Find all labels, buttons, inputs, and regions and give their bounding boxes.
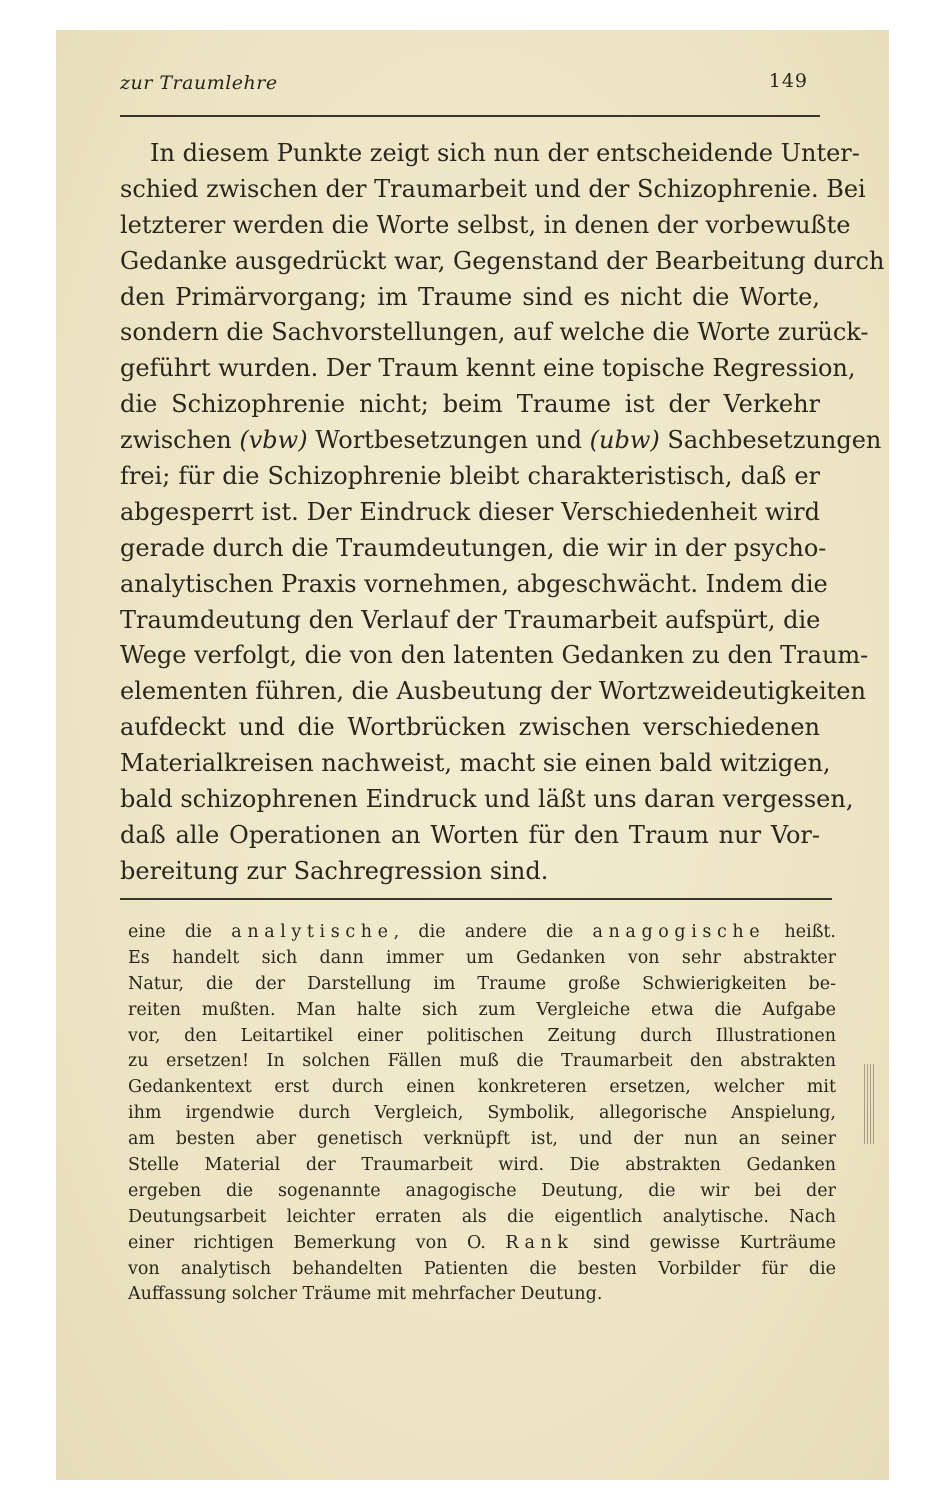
- footnote-line-spaced-name: [128, 1231, 836, 1257]
- spaced-term-anagogische: anagogische: [592, 922, 766, 942]
- footnote-line: Es handelt sich dann immer um Gedanken von sehr abstrakter: [128, 947, 836, 968]
- text-line: geführt wurden. Der Traum kennt eine topische Regression,: [120, 354, 856, 383]
- footnote-line: am besten aber genetisch verknüpft ist, und der nun an seiner: [128, 1129, 836, 1150]
- text-line: frei; für die Schizophrenie bleibt charakteristisch, daß er: [120, 462, 820, 491]
- text-line-italic-terms: [120, 423, 882, 459]
- running-title: zur Traumlehre: [120, 72, 278, 94]
- footnote-rule: [120, 898, 832, 900]
- running-header: [120, 70, 816, 98]
- footnote-line: von analytisch behandelten Patienten die besten Vorbilder für die: [128, 1258, 836, 1279]
- text-line: In diesem Punkte zeigt sich nun der entscheidende Unter-: [150, 139, 860, 167]
- text-line: abgesperrt ist. Der Eindruck dieser Verschiedenheit wird: [120, 497, 820, 526]
- text-line: bereitung zur Sachregression sind.: [120, 856, 549, 885]
- footnote-line: ihm irgendwie durch Vergleich, Symbolik, allegorische Anspielung,: [128, 1103, 836, 1124]
- main-text: [120, 136, 885, 890]
- italic-term-ubw: (ubw): [589, 426, 660, 455]
- text-fragment: heißt.: [765, 922, 836, 942]
- footnote: [128, 920, 836, 1308]
- spaced-term-analytische: analytische: [231, 922, 394, 942]
- text-line: Traumdeutung den Verlauf der Traumarbeit aufspürt, die: [120, 605, 821, 634]
- text-line: den Primärvorgang; im Traume sind es nicht die Worte,: [120, 282, 820, 311]
- text-line: Materialkreisen nachweist, macht sie einen bald witzigen,: [120, 749, 831, 778]
- text-fragment: einer richtigen Bemerkung von O.: [128, 1232, 506, 1253]
- text-line: daß alle Operationen an Worten für den Traum nur Vor-: [120, 820, 820, 849]
- footnote-line: zu ersetzen! In solchen Fällen muß die Traumarbeit den abstrakten: [128, 1051, 836, 1072]
- text-line: die Schizophrenie nicht; beim Traume ist der Verkehr: [120, 390, 820, 419]
- text-line: sondern die Sachvorstellungen, auf welche die Worte zurück-: [120, 318, 869, 347]
- page-number: 149: [768, 70, 808, 92]
- text-fragment: Wortbesetzungen und: [307, 426, 590, 455]
- footnote-line: reiten mußten. Man halte sich zum Vergleiche etwa die Aufgabe: [128, 999, 836, 1020]
- text-line: Wege verfolgt, die von den latenten Gedanken zu den Traum-: [120, 641, 869, 670]
- italic-term-vbw: (vbw): [239, 426, 308, 455]
- text-line: bald schizophrenen Eindruck und läßt uns daran vergessen,: [120, 785, 854, 814]
- text-line: letzterer werden die Worte selbst, in denen der vorbewußte: [120, 210, 851, 239]
- text-line: schied zwischen der Traumarbeit und der Schizophrenie. Bei: [120, 174, 866, 203]
- text-line: analytischen Praxis vornehmen, abgeschwächt. Indem die: [120, 569, 828, 598]
- footnote-line: Auffassung solcher Träume mit mehrfacher Deutung.: [128, 1284, 603, 1305]
- text-fragment: zwischen: [120, 426, 240, 455]
- text-fragment: Sachbesetzungen: [659, 426, 882, 455]
- footnote-line-spaced-terms: [128, 920, 836, 946]
- text-line: gerade durch die Traumdeutungen, die wir in der psycho-: [120, 533, 827, 562]
- header-rule: [120, 115, 820, 117]
- spaced-name-rank: Rank: [505, 1232, 574, 1253]
- text-line: aufdeckt und die Wortbrücken zwischen verschiedenen: [120, 713, 820, 742]
- footnote-line: ergeben die sogenannte anagogische Deutung, die wir bei der: [128, 1180, 836, 1201]
- margin-scan-artifact: [864, 1064, 874, 1144]
- footnote-line: vor, den Leitartikel einer politischen Zeitung durch Illustrationen: [128, 1025, 836, 1046]
- text-fragment: sind gewisse Kurträume: [573, 1232, 836, 1253]
- footnote-line: Deutungsarbeit leichter erraten als die eigentlich analytische. Nach: [128, 1206, 836, 1227]
- footnote-line: Stelle Material der Traumarbeit wird. Die abstrakten Gedanken: [128, 1155, 836, 1176]
- footnote-line: Gedankentext erst durch einen konkreteren ersetzen, welcher mit: [128, 1077, 836, 1098]
- text-line: elementen führen, die Ausbeutung der Wortzweideutigkeiten: [120, 677, 866, 706]
- footnote-line: Natur, die der Darstellung im Traume große Schwierigkeiten be-: [128, 973, 836, 994]
- text-line: Gedanke ausgedrückt war, Gegenstand der Bearbeitung durch: [120, 246, 885, 275]
- text-fragment: , die andere die: [393, 922, 593, 942]
- text-fragment: eine die: [128, 922, 232, 942]
